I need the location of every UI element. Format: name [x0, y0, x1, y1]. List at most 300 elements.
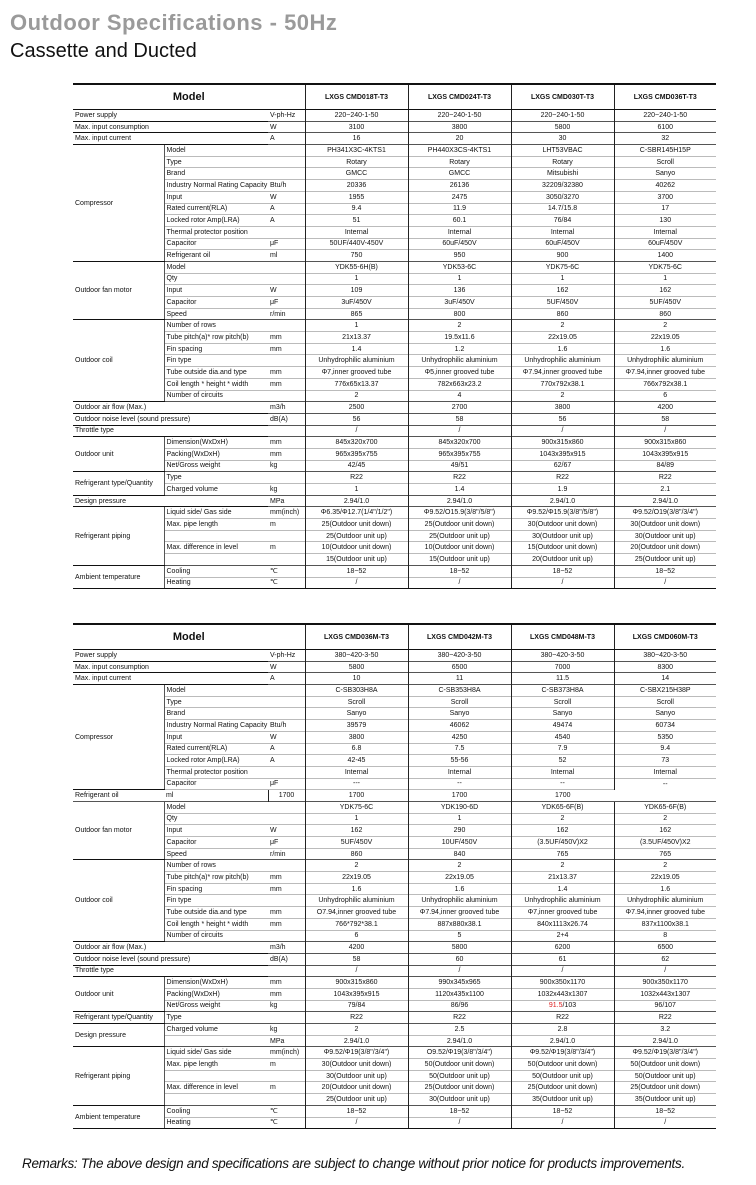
spec-row: [73, 507, 716, 519]
spec-value: 11.9: [408, 203, 511, 215]
unit-label: [268, 860, 305, 872]
spec-row: [73, 285, 716, 297]
unit-label: kg: [268, 484, 305, 496]
spec-value: 2: [305, 1024, 408, 1036]
spec-row: [73, 743, 716, 755]
spec-value: 2.94/1.0: [511, 495, 614, 507]
sub-label-number-of-rows: Number of rows: [164, 320, 268, 332]
spec-value: 18~52: [305, 565, 408, 577]
sub-label-number-of-circuits: Number of circuits: [164, 390, 268, 402]
table-header-row: [73, 624, 716, 650]
spec-value: 15(Outdoor unit down): [511, 542, 614, 554]
spec-row: [73, 413, 716, 425]
unit-label: [268, 226, 305, 238]
spec-value: 2.5: [408, 1024, 511, 1036]
spec-value: R22: [408, 1012, 511, 1024]
spec-value: 21x13.37: [305, 332, 408, 344]
spec-value: [511, 1000, 614, 1012]
spec-value: 30(Outdoor unit up): [511, 530, 614, 542]
spec-value: 58: [408, 413, 511, 425]
unit-label: [268, 472, 305, 484]
unit-label: μF: [268, 297, 305, 309]
sub-label-model: Model: [164, 801, 268, 813]
spec-value: Internal: [614, 226, 716, 238]
group-label-refrigerant-type-quantity: Refrigerant type/Quantity: [73, 1012, 164, 1024]
spec-value: 25(Outdoor unit up): [305, 530, 408, 542]
unit-label: [268, 554, 305, 566]
spec-value: 1.6: [511, 343, 614, 355]
spec-value: 766x792x38.1: [614, 378, 716, 390]
spec-value: 136: [408, 285, 511, 297]
unit-label: dB(A): [268, 953, 305, 965]
row-label-max-input-consumption: Max. input consumption: [73, 121, 268, 133]
row-label-power-supply: Power supply: [73, 110, 268, 122]
spec-value: /: [408, 425, 511, 437]
spec-value: Φ9.52/Ο15.9(3/8"/5/8"): [408, 507, 511, 519]
spec-value: 2.94/1.0: [305, 495, 408, 507]
spec-row: [73, 837, 716, 849]
spec-value: 25(Outdoor unit up): [614, 554, 716, 566]
spec-value: 14: [614, 673, 716, 685]
sub-label-industry-normal-rating-capacity: Industry Normal Rating Capacity: [164, 720, 268, 732]
spec-value: 35(Outdoor unit up): [614, 1094, 716, 1106]
model-name: LXGS CMD036M-T3: [305, 624, 408, 650]
spec-value: 765: [511, 848, 614, 860]
spec-value: 1032x443x1307: [614, 988, 716, 1000]
spec-value: YDK65-6F(B): [511, 801, 614, 813]
group-label-ambient-temperature: Ambient temperature: [73, 565, 164, 588]
sub-label-heating: Heating: [164, 1117, 268, 1129]
spec-value: 58: [614, 413, 716, 425]
spec-table-three-phase: [73, 623, 716, 1129]
spec-row: [73, 1094, 716, 1106]
spec-row: [73, 273, 716, 285]
spec-value: 1: [408, 813, 511, 825]
spec-value: 1.6: [614, 343, 716, 355]
spec-value: 50(Outdoor unit down): [511, 1059, 614, 1071]
unit-label: W: [268, 825, 305, 837]
spec-value: 2: [305, 390, 408, 402]
sub-label-qty: Qty: [164, 813, 268, 825]
spec-value: 2: [511, 813, 614, 825]
spec-value: 380~420-3-50: [511, 650, 614, 662]
spec-value: 1: [305, 484, 408, 496]
spec-value: YDK53-6C: [408, 261, 511, 273]
spec-value: Sanyo: [408, 708, 511, 720]
sub-label-type: Type: [164, 156, 268, 168]
spec-value: C-SB373H8A: [511, 685, 614, 697]
row-label-throttle-type: Throttle type: [73, 425, 268, 437]
spec-value: 765: [614, 848, 716, 860]
spec-row: [73, 1035, 716, 1047]
spec-row: [73, 378, 716, 390]
spec-value: --: [614, 778, 716, 790]
spec-value: 2: [511, 320, 614, 332]
spec-value: 49474: [511, 720, 614, 732]
unit-label: m3/h: [268, 402, 305, 414]
unit-label: MPa: [268, 1035, 305, 1047]
spec-value: 990x345x965: [408, 977, 511, 989]
spec-value: 5350: [614, 731, 716, 743]
model-name: LXGS CMD030T-T3: [511, 84, 614, 110]
spec-value: 5UF/450V: [614, 297, 716, 309]
spec-value: 22x19.05: [614, 332, 716, 344]
spec-value: 4200: [305, 942, 408, 954]
spec-row: [73, 156, 716, 168]
spec-value: C-SBR145H15P: [614, 145, 716, 157]
sub-label-brand: Brand: [164, 708, 268, 720]
sub-label-model: Model: [164, 261, 268, 273]
spec-row: [73, 801, 716, 813]
spec-row: [73, 825, 716, 837]
spec-row: [73, 813, 716, 825]
spec-row: [73, 448, 716, 460]
sub-label-rated-current-rla: Rated current(RLA): [164, 203, 268, 215]
spec-value: 11: [408, 673, 511, 685]
spec-value: 845x320x700: [408, 437, 511, 449]
spec-value: Φ7.94,inner grooved tube: [408, 907, 511, 919]
spec-value: 96/107: [614, 1000, 716, 1012]
spec-value: 1032x443x1307: [511, 988, 614, 1000]
spec-value: R22: [305, 1012, 408, 1024]
unit-label: ℃: [268, 1105, 305, 1117]
spec-row: [73, 1000, 716, 1012]
spec-value: 1120x435x1100: [408, 988, 511, 1000]
spec-value: R22: [511, 1012, 614, 1024]
spec-row: [73, 988, 716, 1000]
sub-label-net-gross-weight: Net/Gross weight: [164, 460, 268, 472]
spec-value: Internal: [408, 226, 511, 238]
spec-value: 6: [614, 390, 716, 402]
spec-row: [73, 425, 716, 437]
spec-row: [73, 965, 716, 977]
spec-value: 5800: [408, 942, 511, 954]
spec-value: Φ7.94,inner grooved tube: [614, 367, 716, 379]
spec-value: 32209/32380: [511, 180, 614, 192]
spec-value: --: [408, 778, 511, 790]
remarks-note: Remarks: The above design and specifications are subject to change without prior notice for products improvements.: [22, 1156, 685, 1171]
spec-value: Ο9.52/Φ19(3/8"/3/4"): [408, 1047, 511, 1059]
spec-row: [73, 121, 716, 133]
sub-label-number-of-circuits: Number of circuits: [164, 930, 268, 942]
sub-label-type: Type: [164, 696, 268, 708]
sub-label-brand: Brand: [164, 168, 268, 180]
spec-value: 84/89: [614, 460, 716, 472]
spec-row: [73, 402, 716, 414]
spec-value: YDK55-6H(B): [305, 261, 408, 273]
spec-row: [73, 297, 716, 309]
sub-label-tube-pitch-a-row-pitch-b: Tube pitch(a)* row pitch(b): [164, 332, 268, 344]
spec-value: 5: [408, 930, 511, 942]
spec-value: GMCC: [305, 168, 408, 180]
unit-label: [268, 766, 305, 778]
spec-value: Sanyo: [305, 708, 408, 720]
spec-value: 86/96: [408, 1000, 511, 1012]
unit-label: [268, 261, 305, 273]
group-label-design-pressure: Design pressure: [73, 1024, 164, 1047]
spec-value: 1043x395x915: [511, 448, 614, 460]
spec-value: 55-56: [408, 755, 511, 767]
sub-label-liquid-side-gas-side: Liquid side/ Gas side: [164, 507, 268, 519]
spec-value: 220~240-1-50: [614, 110, 716, 122]
group-label-outdoor-unit: Outdoor unit: [73, 977, 164, 1012]
spec-value: YDK190-6D: [408, 801, 511, 813]
spec-value: 2: [408, 320, 511, 332]
spec-value: 20: [408, 133, 511, 145]
spec-value: Internal: [305, 226, 408, 238]
unit-label: mm: [268, 378, 305, 390]
spec-value: 35(Outdoor unit up): [511, 1094, 614, 1106]
page-subtitle: Cassette and Ducted: [10, 40, 197, 62]
unit-label: kg: [268, 1000, 305, 1012]
spec-value: /: [305, 1117, 408, 1129]
unit-label: A: [268, 133, 305, 145]
spec-value: 6500: [408, 661, 511, 673]
spec-value: 25(Outdoor unit up): [305, 1094, 408, 1106]
group-label-refrigerant-piping: Refrigerant piping: [73, 507, 164, 565]
spec-value: 3uF/450V: [305, 297, 408, 309]
spec-value: 4540: [511, 731, 614, 743]
spec-value: 1.6: [408, 883, 511, 895]
unit-label: A: [268, 743, 305, 755]
spec-value: LHT53VBAC: [511, 145, 614, 157]
spec-value: 20(Outdoor unit down): [614, 542, 716, 554]
sub-label-type: Type: [164, 1012, 268, 1024]
spec-value: 58: [305, 953, 408, 965]
spec-value: 25(Outdoor unit down): [305, 519, 408, 531]
unit-label: [268, 708, 305, 720]
unit-label: A: [268, 215, 305, 227]
spec-value: 1043x395x915: [305, 988, 408, 1000]
sub-label-packing-wxdxh: Packing(WxDxH): [164, 448, 268, 460]
sub-label-input: Input: [164, 285, 268, 297]
spec-value: 51: [305, 215, 408, 227]
spec-value: 2.94/1.0: [408, 495, 511, 507]
sub-label-tube-pitch-a-row-pitch-b: Tube pitch(a)* row pitch(b): [164, 872, 268, 884]
spec-value: /: [511, 1117, 614, 1129]
group-label-refrigerant-piping: Refrigerant piping: [73, 1047, 164, 1105]
unit-label: [268, 145, 305, 157]
spec-value: Unhydrophilic aluminium: [614, 355, 716, 367]
unit-label: [268, 1012, 305, 1024]
sub-label-input: Input: [164, 825, 268, 837]
spec-value: 25(Outdoor unit up): [408, 530, 511, 542]
spec-value: 2.1: [614, 484, 716, 496]
spec-value: 50UF/440V-450V: [305, 238, 408, 250]
spec-value: 900x315x860: [305, 977, 408, 989]
spec-value: 18~52: [511, 565, 614, 577]
spec-row: [73, 872, 716, 884]
model-name: LXGS CMD048M-T3: [511, 624, 614, 650]
row-label-outdoor-air-flow-max: Outdoor air flow (Max.): [73, 942, 268, 954]
unit-label: [268, 425, 305, 437]
spec-value: Rotary: [408, 156, 511, 168]
spec-value: 62/67: [511, 460, 614, 472]
spec-value: 19.5x11.6: [408, 332, 511, 344]
spec-value: Φ6.35/Φ12.7(1/4"/1/2"): [305, 507, 408, 519]
spec-value: 380~420-3-50: [305, 650, 408, 662]
sub-label-thermal-protector-position: Thermal protector position: [164, 226, 268, 238]
unit-label: ml: [164, 790, 268, 802]
spec-row: [73, 343, 716, 355]
spec-value: 3800: [305, 731, 408, 743]
spec-row: [73, 554, 716, 566]
spec-row: [73, 755, 716, 767]
spec-value: 25(Outdoor unit down): [614, 1082, 716, 1094]
unit-label: [268, 685, 305, 697]
sub-label-tube-outside-dia-and-type: Tube outside dia.and type: [164, 367, 268, 379]
group-label-refrigerant-type-quantity: Refrigerant type/Quantity: [73, 472, 164, 495]
sub-label-number-of-rows: Number of rows: [164, 860, 268, 872]
spec-value: 46062: [408, 720, 511, 732]
unit-label: [268, 530, 305, 542]
model-header: Model: [73, 84, 305, 110]
spec-value: 1.4: [408, 484, 511, 496]
spec-value: /: [305, 577, 408, 589]
sub-label-dimension-wxdxh: Dimension(WxDxH): [164, 437, 268, 449]
spec-row: [73, 685, 716, 697]
spec-value: 220~240-1-50: [408, 110, 511, 122]
unit-label: mm: [268, 343, 305, 355]
spec-value: 380~420-3-50: [408, 650, 511, 662]
spec-value: Ο7.94,inner grooved tube: [305, 907, 408, 919]
spec-value: 4: [408, 390, 511, 402]
sub-label-speed: Speed: [164, 308, 268, 320]
spec-row: [73, 110, 716, 122]
spec-value: 1: [614, 273, 716, 285]
spec-value: 3800: [408, 121, 511, 133]
spec-value: 162: [614, 825, 716, 837]
unit-label: mm: [268, 883, 305, 895]
spec-value: 2: [614, 860, 716, 872]
spec-value: 4250: [408, 731, 511, 743]
spec-value: 18~52: [305, 1105, 408, 1117]
spec-value: 776x65x13.37: [305, 378, 408, 390]
spec-value: 840: [408, 848, 511, 860]
spec-value: 14.7/15.8: [511, 203, 614, 215]
spec-row: [73, 930, 716, 942]
spec-value: 50(Outdoor unit up): [511, 1070, 614, 1082]
unit-label: A: [268, 755, 305, 767]
group-label-compressor: Compressor: [73, 145, 164, 262]
spec-value: 52: [511, 755, 614, 767]
spec-value: 965x395x755: [408, 448, 511, 460]
spec-value: 15(Outdoor unit up): [305, 554, 408, 566]
sub-label-fin-spacing: Fin spacing: [164, 343, 268, 355]
spec-value: ---: [305, 778, 408, 790]
spec-value: 290: [408, 825, 511, 837]
spec-value: Φ7.94,inner grooved tube: [511, 367, 614, 379]
spec-value: 3uF/450V: [408, 297, 511, 309]
spec-value: 1700: [268, 790, 305, 802]
spec-value: 782x663x23.2: [408, 378, 511, 390]
spec-row: [73, 320, 716, 332]
spec-value: 10: [305, 673, 408, 685]
group-label-compressor: Compressor: [73, 685, 164, 790]
sub-label-blank: [164, 1094, 268, 1106]
spec-value: C-SB303H8A: [305, 685, 408, 697]
spec-value: 162: [511, 825, 614, 837]
spec-value: --: [511, 778, 614, 790]
spec-row: [73, 238, 716, 250]
model-name: LXGS CMD024T-T3: [408, 84, 511, 110]
spec-value: 20336: [305, 180, 408, 192]
spec-value: 1.9: [511, 484, 614, 496]
spec-value: 1700: [511, 790, 614, 802]
sub-label-speed: Speed: [164, 848, 268, 860]
sub-label-qty: Qty: [164, 273, 268, 285]
spec-value: Φ9.52/Ο19(3/8"/3/4"): [614, 507, 716, 519]
unit-label: W: [268, 121, 305, 133]
spec-row: [73, 883, 716, 895]
spec-value: 1043x395x915: [614, 448, 716, 460]
spec-value: 2500: [305, 402, 408, 414]
spec-value: 130: [614, 215, 716, 227]
spec-row: [73, 180, 716, 192]
spec-row: [73, 673, 716, 685]
spec-table-single-phase: [73, 83, 716, 589]
spec-value: 9.4: [305, 203, 408, 215]
spec-value: 6.8: [305, 743, 408, 755]
sub-label-fin-type: Fin type: [164, 895, 268, 907]
table-header-row: [73, 84, 716, 110]
spec-row: [73, 848, 716, 860]
spec-row: [73, 766, 716, 778]
spec-value: 2.94/1.0: [511, 1035, 614, 1047]
spec-value: /: [614, 1117, 716, 1129]
sub-label-refrigerant-oil: Refrigerant oil: [73, 790, 164, 802]
unit-label: mm: [268, 872, 305, 884]
unit-label: V-ph-Hz: [268, 110, 305, 122]
spec-value: Sanyo: [614, 708, 716, 720]
unit-label: W: [268, 731, 305, 743]
unit-label: Btu/h: [268, 180, 305, 192]
spec-value: 220~240-1-50: [305, 110, 408, 122]
spec-value: 18~52: [511, 1105, 614, 1117]
spec-value: 5UF/450V: [305, 837, 408, 849]
spec-value: Scroll: [511, 696, 614, 708]
weight-rest: /103: [562, 1002, 577, 1010]
spec-row: [73, 731, 716, 743]
spec-value: 860: [614, 308, 716, 320]
unit-label: mm: [268, 918, 305, 930]
sub-label-coil-length-height-width: Coil length * height * width: [164, 918, 268, 930]
spec-row: [73, 778, 716, 790]
spec-value: 22x19.05: [511, 332, 614, 344]
spec-value: YDK75-6C: [614, 261, 716, 273]
spec-value: Unhydrophilic aluminium: [305, 355, 408, 367]
unit-label: [268, 1094, 305, 1106]
spec-value: 18~52: [408, 565, 511, 577]
sub-label-input: Input: [164, 731, 268, 743]
sub-label-blank: [164, 554, 268, 566]
unit-label: [268, 895, 305, 907]
spec-value: 20(Outdoor unit up): [511, 554, 614, 566]
spec-value: 76/84: [511, 215, 614, 227]
sub-label-dimension-wxdxh: Dimension(WxDxH): [164, 977, 268, 989]
unit-label: [268, 813, 305, 825]
spec-row: [73, 1070, 716, 1082]
spec-value: 40262: [614, 180, 716, 192]
spec-value: 2: [511, 390, 614, 402]
unit-label: A: [268, 203, 305, 215]
spec-value: 900x350x1170: [614, 977, 716, 989]
sub-label-coil-length-height-width: Coil length * height * width: [164, 378, 268, 390]
spec-value: 2: [305, 860, 408, 872]
spec-value: R22: [614, 1012, 716, 1024]
spec-value: 11.5: [511, 673, 614, 685]
row-label-max-input-consumption: Max. input consumption: [73, 661, 268, 673]
